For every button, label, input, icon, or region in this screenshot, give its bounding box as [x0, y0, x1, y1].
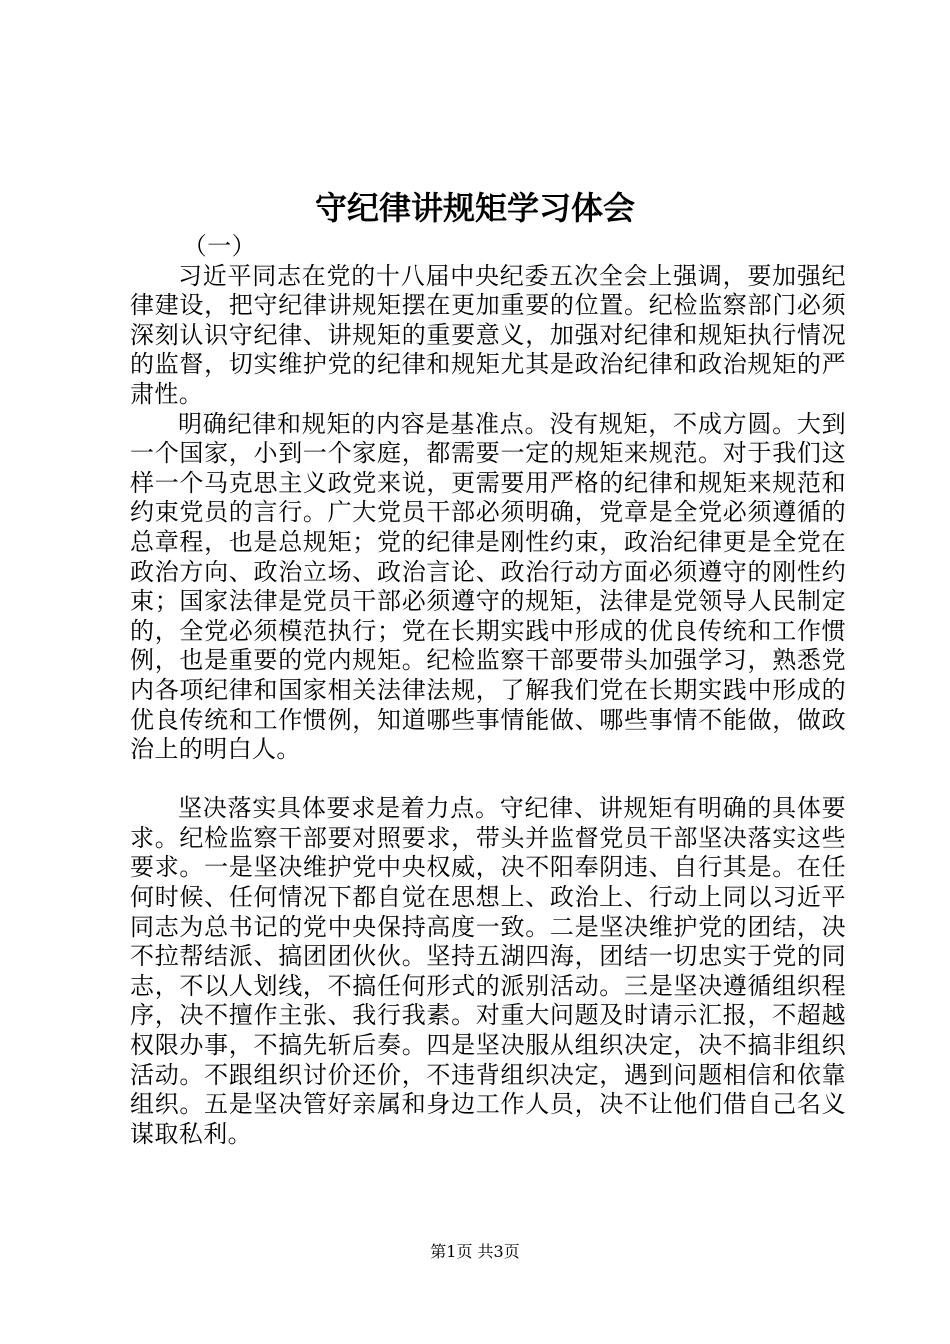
document-title: 守纪律讲规矩学习体会 [314, 189, 635, 227]
paragraph-1: 习近平同志在党的十八届中央纪委五次全会上强调，要加强纪律建设，把守纪律讲规矩摆在更加重要的位置。纪检监察部门必须深刻认识守纪律、讲规矩的重要意义，加强对纪律和规矩执行情况的监督，切实维护党的纪律和规矩尤其是政治纪律和政治规矩的严肃性。 [130, 261, 846, 408]
paragraph-2: 明确纪律和规矩的内容是基准点。没有规矩，不成方圆。大到一个国家，小到一个家庭，都需要一定的规矩来规范。对于我们这样一个马克思主义政党来说，更需要用严格的纪律和规矩来规范和约束党员的言行。广大党员干部必须明确，党章是全党必须遵循的总章程，也是总规矩；党的纪律是刚性约束，政治纪律更是全党在政治方向、政治立场、政治言论、政治行动方面必须遵守的刚性约束；国家法律是党员干部必须遵守的规矩，法律是党领导人民制定的，全党必须模范执行；党在长期实践中形成的优良传统和工作惯例，也是重要的党内规矩。纪检监察干部要带头加强学习，熟悉党内各项纪律和国家相关法律法规，了解我们党在长期实践中形成的优良传统和工作惯例，知道哪些事情能做、哪些事情不能做，做政治上的明白人。 [130, 409, 846, 764]
section-label: （一） [182, 232, 256, 260]
page-footer: 第1页 共3页 [430, 1242, 520, 1261]
document-body [130, 232, 846, 1149]
paragraph-3: 坚决落实具体要求是着力点。守纪律、讲规矩有明确的具体要求。纪检监察干部要对照要求，带头并监督党员干部坚决落实这些要求。一是坚决维护党中央权威，决不阳奉阴违、自行其是。在任何时候、任何情况下都自觉在思想上、政治上、行动上同以习近平同志为总书记的党中央保持高度一致。二是坚决维护党的团结，决不拉帮结派、搞团团伙伙。坚持五湖四海，团结一切忠实于党的同志，不以人划线，不搞任何形式的派别活动。三是坚决遵循组织程序，决不擅作主张、我行我素。对重大问题及时请示汇报，不超越权限办事，不搞先斩后奏。四是坚决服从组织决定，决不搞非组织活动。不跟组织讨价还价，不违背组织决定，遇到问题相信和依靠组织。五是坚决管好亲属和身边工作人员，决不让他们借自己名义谋取私利。 [130, 794, 846, 1148]
